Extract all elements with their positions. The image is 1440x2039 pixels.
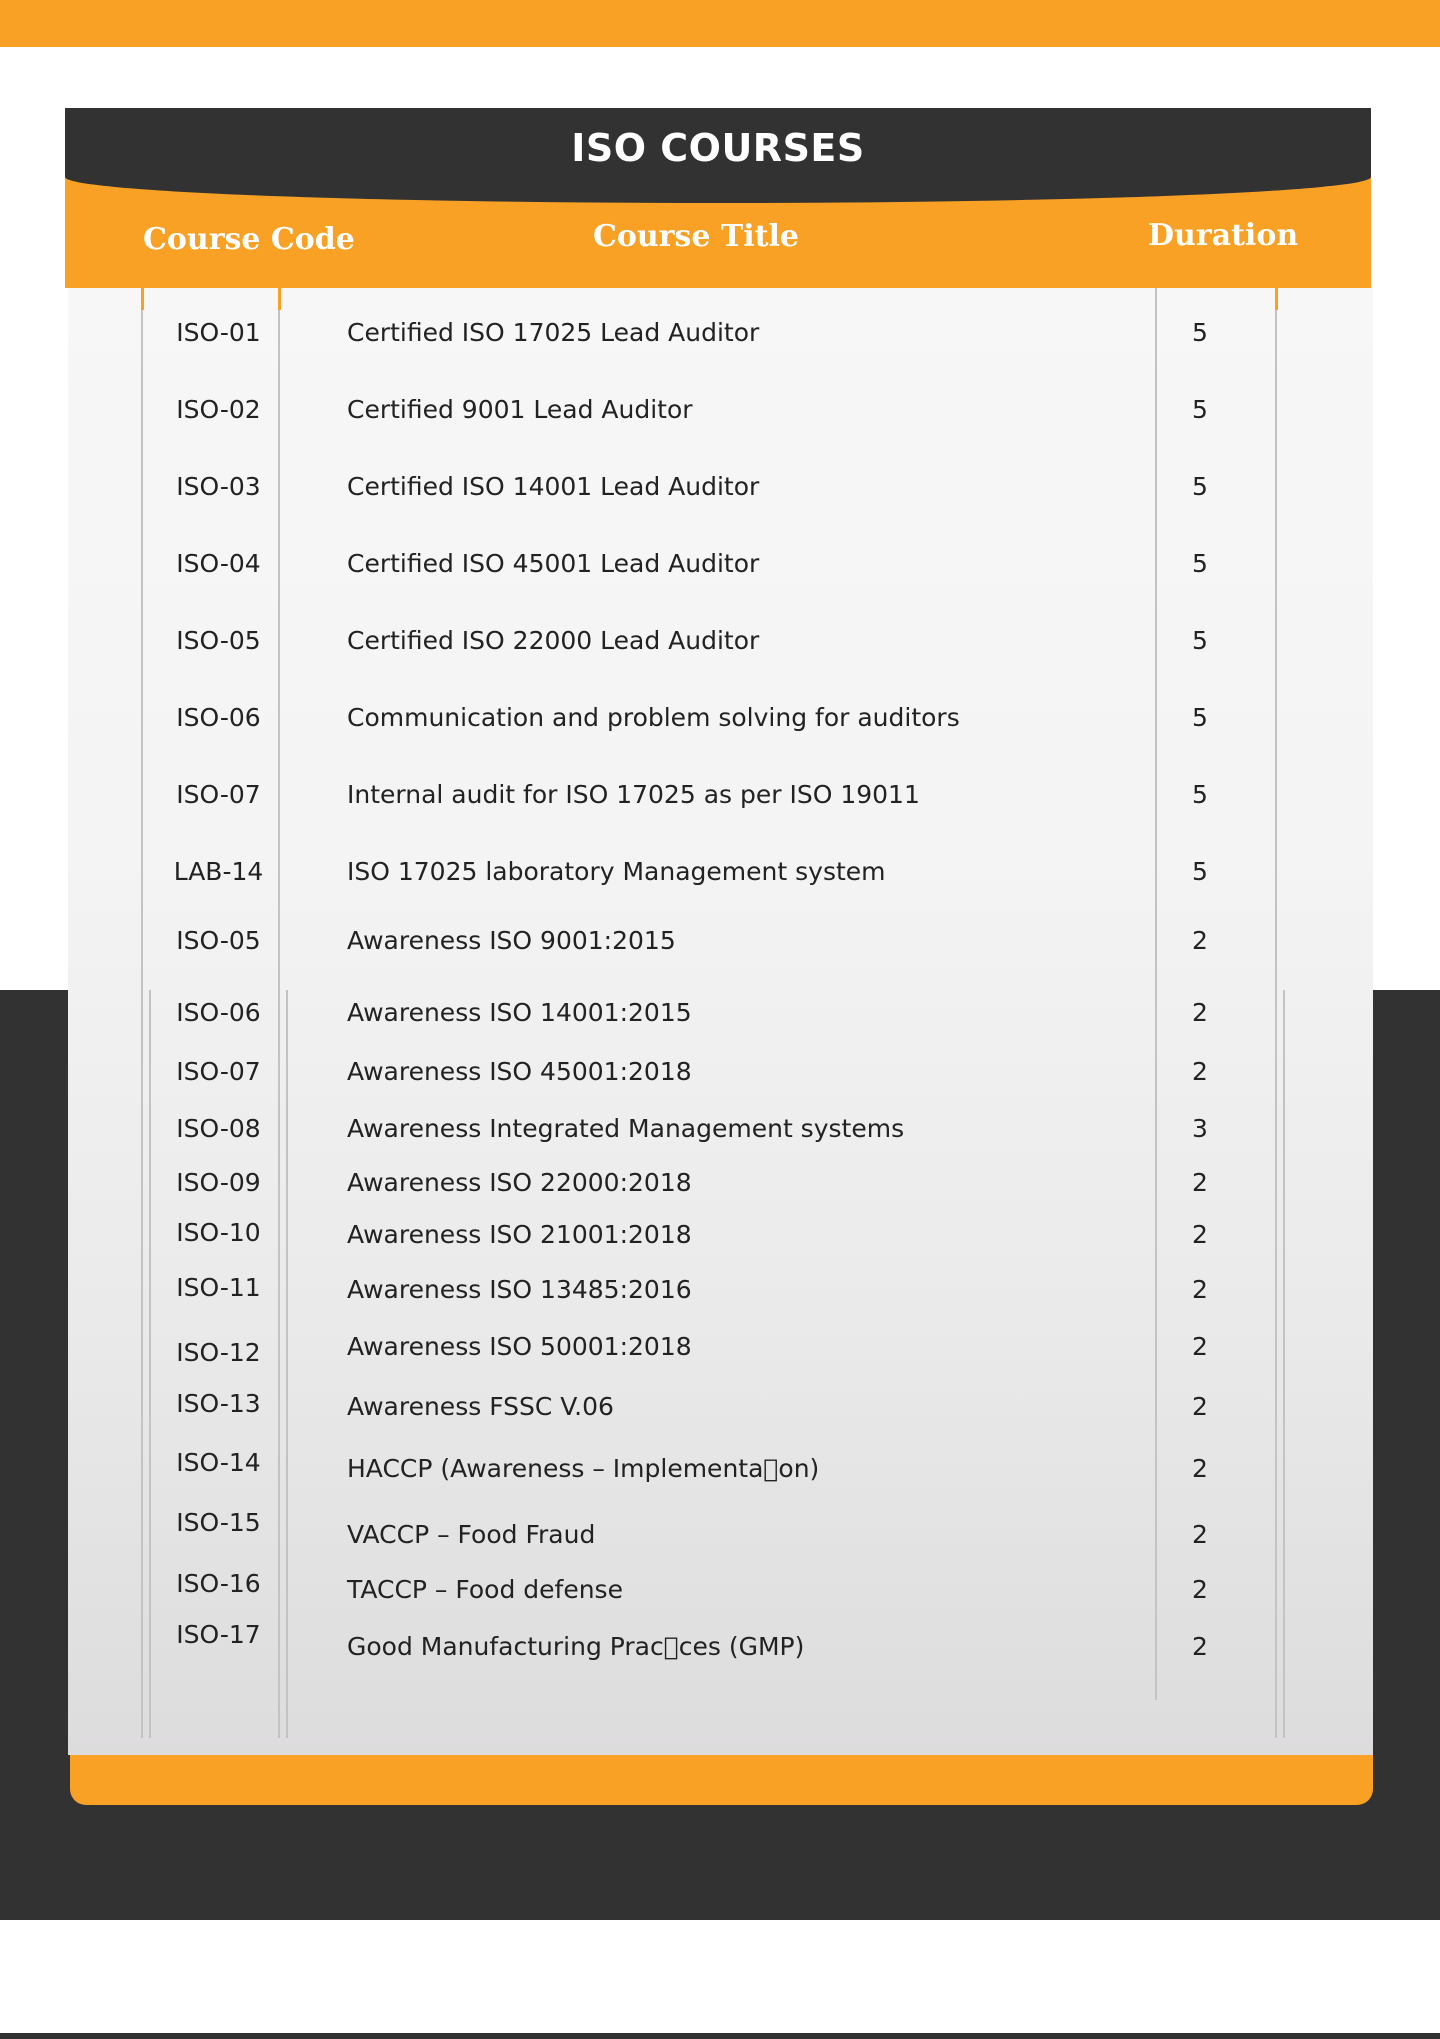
column-divider [1275,288,1277,1738]
course-duration: 2 [1192,1520,1208,1549]
course-duration: 2 [1192,926,1208,955]
course-code: ISO-08 [176,1114,261,1143]
course-code: ISO-09 [176,1168,261,1197]
course-table [68,288,1373,1755]
course-title: Certified ISO 17025 Lead Auditor [347,318,760,347]
course-duration: 5 [1192,703,1208,732]
course-duration: 2 [1192,1632,1208,1661]
course-duration: 2 [1192,998,1208,1027]
course-title: Awareness ISO 21001:2018 [347,1220,692,1249]
course-duration: 2 [1192,1220,1208,1249]
course-title: Communication and problem solving for auditors [347,703,960,732]
course-title: Certified ISO 14001 Lead Auditor [347,472,760,501]
course-code: ISO-05 [176,626,261,655]
course-title: VACCP – Food Fraud [347,1520,596,1549]
course-code: ISO-01 [176,318,261,347]
course-code: ISO-10 [176,1218,261,1247]
course-title: Certified 9001 Lead Auditor [347,395,693,424]
course-duration: 5 [1192,395,1208,424]
course-title: Awareness ISO 14001:2015 [347,998,692,1027]
course-duration: 2 [1192,1332,1208,1361]
course-duration: 2 [1192,1392,1208,1421]
course-code: ISO-14 [176,1448,261,1477]
course-duration: 5 [1192,472,1208,501]
bottom-rule [0,2033,1440,2039]
page-header [65,108,1371,203]
course-duration: 5 [1192,318,1208,347]
course-code: ISO-07 [176,1057,261,1086]
column-divider-accent [1275,288,1278,310]
course-code: ISO-17 [176,1620,261,1649]
course-duration: 5 [1192,549,1208,578]
course-title: Awareness ISO 45001:2018 [347,1057,692,1086]
course-duration: 5 [1192,780,1208,809]
course-title: Certified ISO 22000 Lead Auditor [347,626,760,655]
course-duration: 2 [1192,1454,1208,1483]
course-title: Internal audit for ISO 17025 as per ISO 19011 [347,780,920,809]
column-divider [1155,288,1157,1700]
course-title: Awareness FSSC V.06 [347,1392,614,1421]
course-code: ISO-13 [176,1389,261,1418]
course-title: Awareness ISO 13485:2016 [347,1275,692,1304]
course-duration: 5 [1192,626,1208,655]
course-code: ISO-06 [176,703,261,732]
course-duration: 3 [1192,1114,1208,1143]
column-divider-accent [141,288,144,310]
top-accent-band [0,0,1440,47]
course-code: LAB-14 [173,857,264,886]
course-code: ISO-07 [176,780,261,809]
course-duration: 2 [1192,1275,1208,1304]
course-code: ISO-15 [176,1508,261,1537]
course-title: Awareness ISO 50001:2018 [347,1332,692,1361]
course-duration: 5 [1192,857,1208,886]
course-title: TACCP – Food defense [347,1575,623,1604]
course-code: ISO-04 [176,549,261,578]
course-code: ISO-06 [176,998,261,1027]
course-code: ISO-03 [176,472,261,501]
course-title: Certified ISO 45001 Lead Auditor [347,549,760,578]
course-title: HACCP (Awareness – Implementa on) [347,1454,820,1483]
course-title: Awareness Integrated Management systems [347,1114,905,1143]
course-code: ISO-05 [176,926,261,955]
table-footer-bar [70,1755,1373,1805]
column-divider-accent [278,288,281,310]
course-code: ISO-16 [176,1569,261,1598]
course-duration: 2 [1192,1168,1208,1197]
course-title: ISO 17025 laboratory Management system [347,857,886,886]
column-header-course-title: Course Title [593,219,799,254]
course-title: Good Manufacturing Prac ces (GMP) [347,1632,805,1661]
column-divider [1283,990,1285,1738]
column-header-course-code: Course Code [143,222,355,257]
course-duration: 2 [1192,1057,1208,1086]
course-code: ISO-11 [176,1273,261,1302]
course-title: Awareness ISO 22000:2018 [347,1168,692,1197]
course-code: ISO-02 [176,395,261,424]
page-title: ISO COURSES [571,126,865,170]
course-title: Awareness ISO 9001:2015 [347,926,676,955]
course-code: ISO-12 [176,1338,261,1367]
column-header-duration: Duration [1148,218,1299,253]
course-duration: 2 [1192,1575,1208,1604]
